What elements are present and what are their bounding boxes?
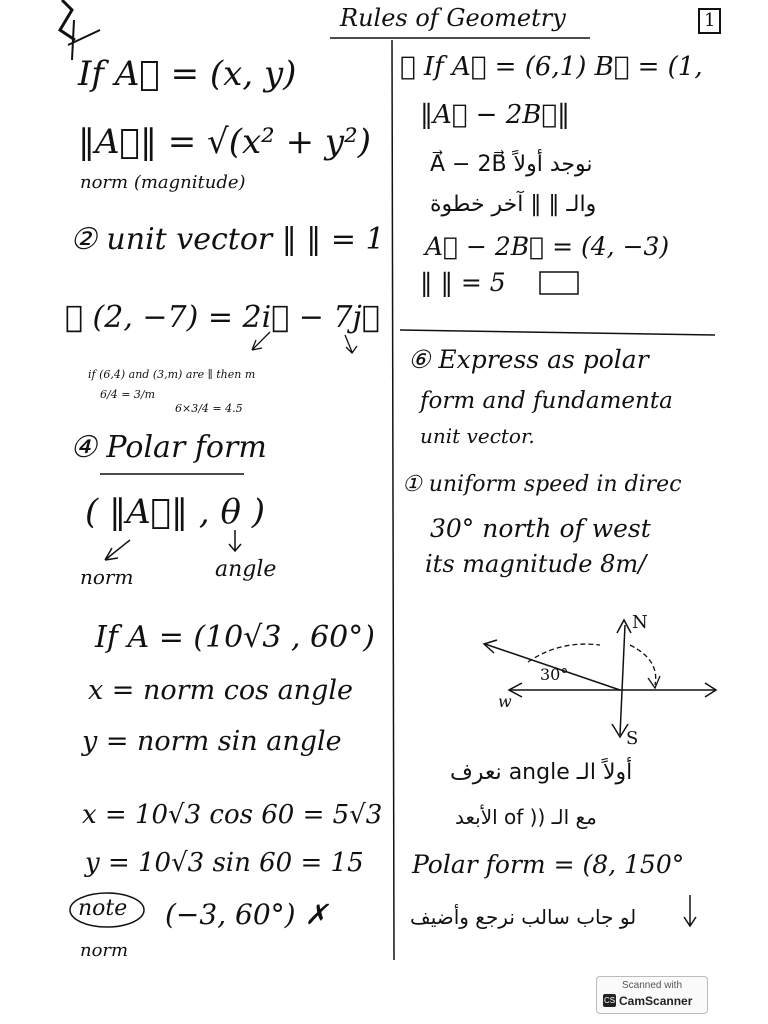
norm-caption: norm (magnitude) [80, 172, 246, 193]
item5-definition: ⑤ If A⃗ = (6,1) B⃗ = (1, [400, 52, 703, 82]
example-definition: If A = (10√3 , 60°) [95, 620, 375, 655]
x-calculation: x = 10√3 cos 60 = 5√3 [82, 800, 383, 830]
item6-line-3: unit vector. [420, 424, 535, 448]
example1-line-1: ① uniform speed in direc [402, 472, 682, 497]
page-number: 1 [698, 8, 721, 34]
example1-line-2: 30° north of west [430, 514, 651, 543]
item6-title: ⑥ Express as polar [408, 345, 649, 374]
small-calc-1: 6/4 = 3/m [100, 388, 156, 401]
polar-pair: ( ‖A⃗‖ , θ ) [85, 492, 265, 532]
note-label: note [78, 896, 128, 921]
item5-arabic-1: نوجد أولاً A⃗ − 2B⃗ [430, 152, 593, 177]
y-rule: y = norm sin angle [82, 726, 342, 757]
bottom-arabic-note: لو جاب سالب نرجع وأضيف [410, 905, 637, 929]
polar-form-result: Polar form = (8, 150° [412, 850, 685, 879]
bottom-left-text: norm [80, 940, 129, 961]
x-rule: x = norm cos angle [88, 675, 353, 706]
scanner-line-2: CamScanner [619, 994, 693, 1008]
compass-south-label: S [626, 728, 639, 749]
item5-final: ‖ ‖ = 5 [420, 268, 506, 297]
compass-diagram [484, 620, 716, 737]
item6-line-2: form and fundamenta [420, 388, 673, 414]
item4-title: ④ Polar form [70, 430, 267, 465]
compass-angle-label: 30° [540, 665, 569, 684]
small-calc-2: 6×3/4 = 4.5 [175, 402, 243, 415]
y-calculation: y = 10√3 sin 60 = 15 [85, 848, 364, 878]
polar-label-norm: norm [80, 565, 134, 589]
example1-line-3: its magnitude 8m/ [425, 550, 647, 578]
norm-formula: ‖A⃗‖ = √(x² + y²) [78, 122, 372, 162]
camscanner-logo-icon: CS [603, 996, 616, 1005]
item3-components: ③ (2, −7) = 2i⃗ − 7j⃗ [65, 300, 380, 335]
item1-definition: If A⃗ = (x, y) [78, 54, 297, 94]
scanner-line-1: Scanned with [621, 980, 683, 991]
item5-norm: ‖A⃗ − 2B⃗‖ [420, 100, 570, 130]
note-text: (−3, 60°) ✗ [165, 898, 328, 931]
small-note: if (6,4) and (3,m) are ∥ then m [88, 368, 256, 381]
compass-north-label: N [632, 612, 648, 633]
item2-unit-vector: ② unit vector ‖ ‖ = 1 [70, 222, 385, 257]
camscanner-badge [596, 976, 708, 1014]
polar-label-angle: angle [215, 557, 277, 582]
item5-result: A⃗ − 2B⃗ = (4, −3) [425, 232, 670, 261]
page-title: Rules of Geometry [340, 4, 566, 32]
angle-arabic-note-2: مع الـ (( of الأبعد [455, 805, 597, 829]
compass-west-label: w [498, 692, 512, 711]
angle-arabic-note: أولاً الـ angle نعرف [450, 760, 633, 785]
item5-arabic-2: والـ ‖ ‖ آخر خطوة [430, 192, 597, 217]
